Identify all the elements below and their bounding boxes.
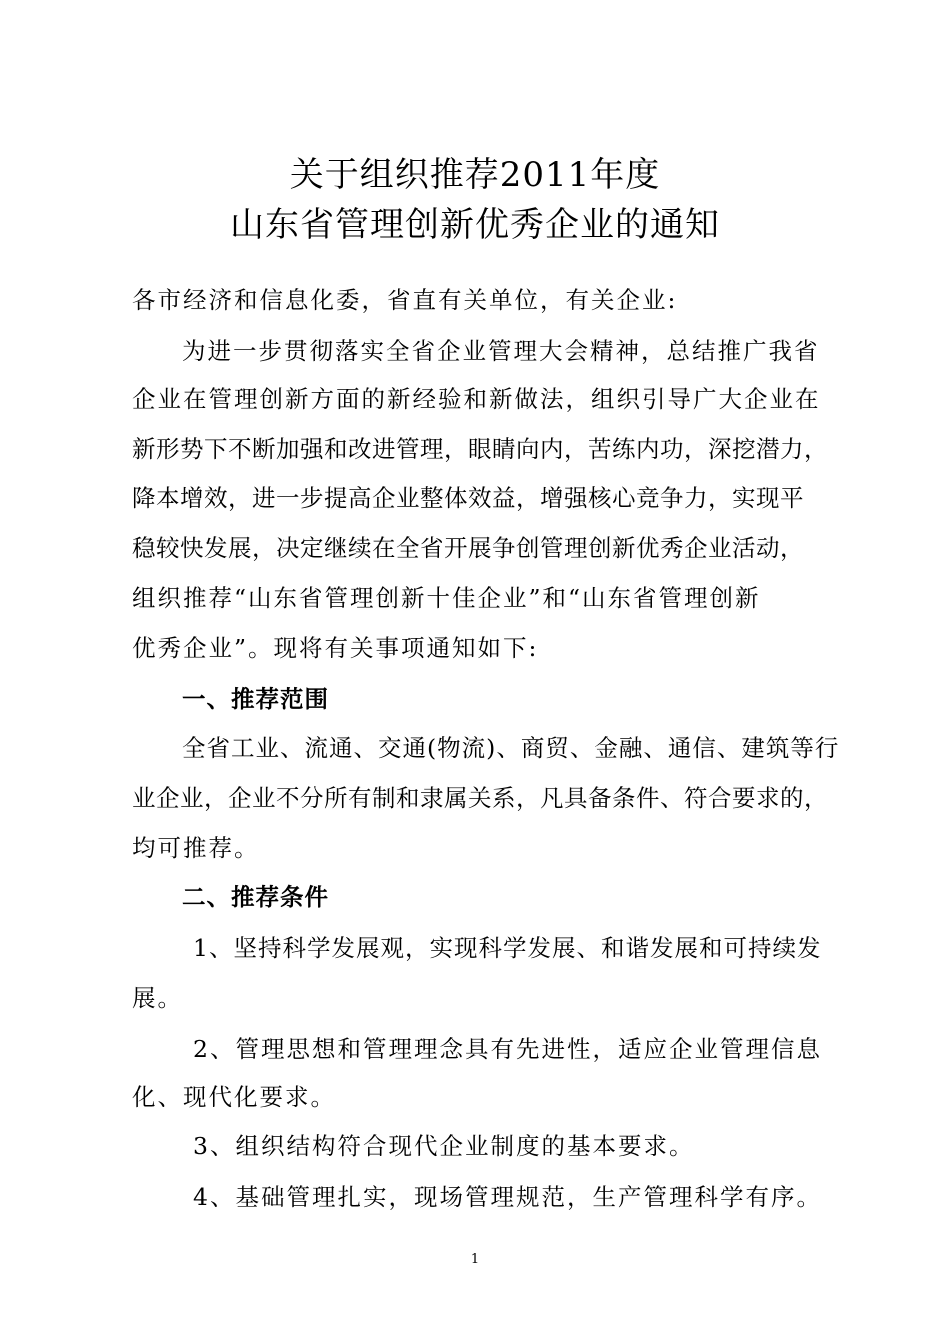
intro-line: 稳较快发展，决定继续在全省开展争创管理创新优秀企业活动， xyxy=(132,534,804,562)
intro-line: 降本增效，进一步提高企业整体效益，增强核心竞争力，实现平 xyxy=(132,484,804,512)
scope-line: 业企业，企业不分所有制和隶属关系，凡具备条件、符合要求的， xyxy=(132,784,828,812)
salutation: 各市经济和信息化委，省直有关单位，有关企业: xyxy=(132,286,678,314)
condition-item-2-cont: 化、现代化要求。 xyxy=(132,1083,336,1111)
intro-line: 新形势下不断加强和改进管理，眼睛向内，苦练内功，深挖潜力， xyxy=(132,435,828,463)
condition-item-4: 4、基础管理扎实，现场管理规范，生产管理科学有序。 xyxy=(193,1183,822,1211)
condition-item-3: 3、组织结构符合现代企业制度的基本要求。 xyxy=(193,1132,695,1160)
intro-line: 优秀企业”。现将有关事项通知如下: xyxy=(132,634,539,662)
condition-item-1-cont: 展。 xyxy=(132,984,183,1012)
condition-item-2: 2、管理思想和管理理念具有先进性，适应企业管理信息 xyxy=(193,1035,822,1063)
document-title-line-1: 关于组织推荐2011年度 xyxy=(289,155,661,195)
scope-line: 均可推荐。 xyxy=(132,834,260,862)
section-heading-scope: 一、推荐范围 xyxy=(182,685,329,713)
intro-line: 组织推荐“山东省管理创新十佳企业”和“山东省管理创新 xyxy=(132,584,761,612)
page-number: 1 xyxy=(470,1252,480,1267)
document-title-line-2: 山东省管理创新优秀企业的通知 xyxy=(230,205,720,245)
intro-line: 企业在管理创新方面的新经验和新做法，组织引导广大企业在 xyxy=(132,385,821,413)
scope-line: 全省工业、流通、交通(物流)、商贸、金融、通信、建筑等行 xyxy=(182,734,840,762)
condition-item-1: 1、坚持科学发展观，实现科学发展、和谐发展和可持续发 xyxy=(193,934,822,962)
section-heading-conditions: 二、推荐条件 xyxy=(182,883,329,911)
intro-line: 为进一步贯彻落实全省企业管理大会精神，总结推广我省 xyxy=(182,337,820,365)
